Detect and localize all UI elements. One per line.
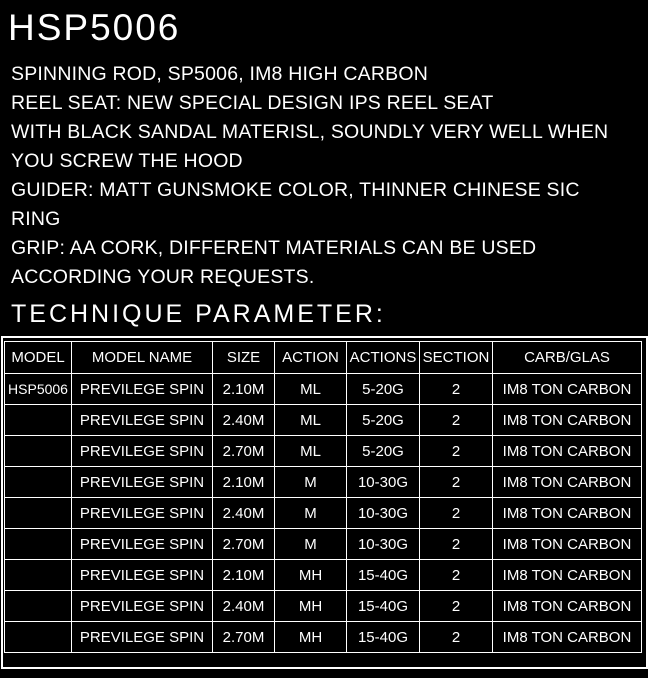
table-header-row [5,342,642,374]
cell-actions: 10-30G [347,467,420,498]
cell-model [5,560,72,591]
table-row [5,405,642,436]
cell-model-name: PREVILEGE SPIN [72,405,213,436]
cell-carb-glas: IM8 TON CARBON [493,591,642,622]
cell-size: 2.40M [213,405,275,436]
header-actions: ACTIONS [347,342,420,374]
cell-actions: 15-40G [347,560,420,591]
cell-carb-glas: IM8 TON CARBON [493,498,642,529]
description-line: REEL SEAT: NEW SPECIAL DESIGN IPS REEL SEAT [11,92,494,114]
cell-model-name: PREVILEGE SPIN [72,498,213,529]
header-model-name: MODEL NAME [72,342,213,374]
cell-actions: 10-30G [347,529,420,560]
header-action: ACTION [275,342,347,374]
cell-model: HSP5006 [5,374,72,405]
cell-section: 2 [420,591,493,622]
cell-carb-glas: IM8 TON CARBON [493,436,642,467]
cell-size: 2.70M [213,622,275,653]
cell-actions: 5-20G [347,405,420,436]
cell-carb-glas: IM8 TON CARBON [493,405,642,436]
cell-action: M [275,529,347,560]
cell-model-name: PREVILEGE SPIN [72,436,213,467]
cell-actions: 15-40G [347,622,420,653]
cell-actions: 5-20G [347,374,420,405]
cell-action: ML [275,405,347,436]
cell-size: 2.70M [213,436,275,467]
cell-size: 2.10M [213,560,275,591]
cell-size: 2.40M [213,498,275,529]
cell-section: 2 [420,405,493,436]
cell-size: 2.70M [213,529,275,560]
cell-model-name: PREVILEGE SPIN [72,591,213,622]
cell-action: M [275,467,347,498]
table-row [5,529,642,560]
table-row [5,498,642,529]
cell-section: 2 [420,529,493,560]
cell-model [5,529,72,560]
cell-action: ML [275,436,347,467]
cell-actions: 15-40G [347,591,420,622]
header-model: MODEL [5,342,72,374]
spec-table [4,341,642,653]
cell-action: MH [275,591,347,622]
cell-model-name: PREVILEGE SPIN [72,622,213,653]
cell-section: 2 [420,498,493,529]
cell-model-name: PREVILEGE SPIN [72,374,213,405]
cell-size: 2.40M [213,591,275,622]
cell-model [5,436,72,467]
description-line: GUIDER: MATT GUNSMOKE COLOR, THINNER CHINESE SIC [11,179,580,201]
cell-model-name: PREVILEGE SPIN [72,560,213,591]
cell-actions: 5-20G [347,436,420,467]
cell-section: 2 [420,560,493,591]
product-title: HSP5006 [8,7,181,48]
table-row [5,374,642,405]
description-line: SPINNING ROD, SP5006, IM8 HIGH CARBON [11,63,428,85]
cell-section: 2 [420,622,493,653]
cell-section: 2 [420,436,493,467]
cell-carb-glas: IM8 TON CARBON [493,560,642,591]
cell-section: 2 [420,467,493,498]
table-row [5,467,642,498]
header-size: SIZE [213,342,275,374]
cell-model [5,498,72,529]
header-carb-glas: CARB/GLAS [493,342,642,374]
cell-actions: 10-30G [347,498,420,529]
header-section: SECTION [420,342,493,374]
cell-model-name: PREVILEGE SPIN [72,467,213,498]
description-line: WITH BLACK SANDAL MATERISL, SOUNDLY VERY WELL WHEN [11,121,609,143]
cell-model [5,467,72,498]
description-line: RING [11,208,61,230]
description-line: ACCORDING YOUR REQUESTS. [11,266,315,288]
cell-size: 2.10M [213,374,275,405]
cell-action: ML [275,374,347,405]
table-row [5,436,642,467]
cell-model-name: PREVILEGE SPIN [72,529,213,560]
cell-carb-glas: IM8 TON CARBON [493,529,642,560]
cell-size: 2.10M [213,467,275,498]
cell-model [5,591,72,622]
table-row [5,622,642,653]
description-line: YOU SCREW THE HOOD [11,150,243,172]
table-row [5,591,642,622]
cell-action: MH [275,622,347,653]
cell-section: 2 [420,374,493,405]
technique-parameter-heading: TECHNIQUE PARAMETER: [11,300,386,328]
cell-carb-glas: IM8 TON CARBON [493,374,642,405]
description-line: GRIP: AA CORK, DIFFERENT MATERIALS CAN BE USED [11,237,537,259]
cell-model [5,622,72,653]
cell-model [5,405,72,436]
product-description [11,60,645,292]
table-row [5,560,642,591]
cell-carb-glas: IM8 TON CARBON [493,622,642,653]
cell-action: MH [275,560,347,591]
cell-carb-glas: IM8 TON CARBON [493,467,642,498]
cell-action: M [275,498,347,529]
